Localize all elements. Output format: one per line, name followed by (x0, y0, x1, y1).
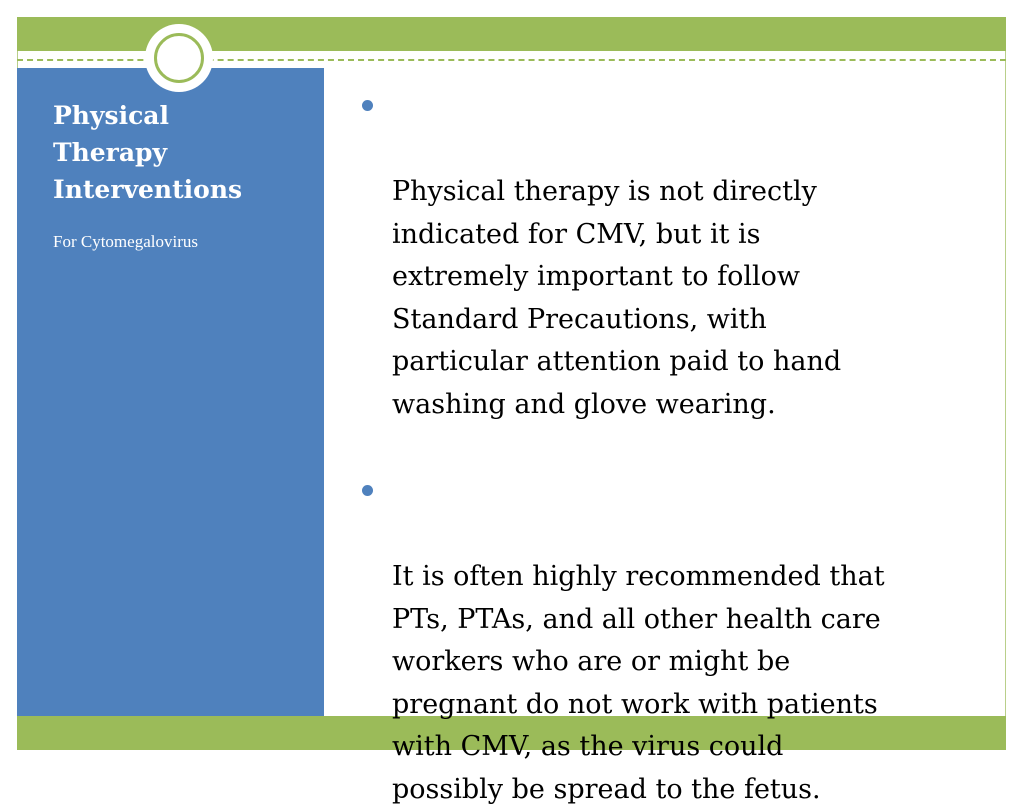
bullet-item (360, 86, 970, 426)
bullet-text: It is often highly recommended that PTs, PTAs, and all other health care workers who are or might be pregnant do not work with patients with CMV, as the virus could possibly be spread to the fetus. (392, 561, 885, 805)
bullet-dot-icon (362, 100, 373, 111)
bullet-text: Physical therapy is not directly indicated for CMV, but it is extremely important to follow Standard Precautions, with particular attention paid to hand washing and glove wearing. (392, 176, 842, 420)
bullet-dot-icon (362, 485, 373, 496)
slide-title: Physical Therapy Interventions (53, 101, 243, 204)
bullet-item (360, 471, 970, 811)
bullet-list (360, 86, 970, 811)
circle-ornament-ring-icon (154, 33, 204, 83)
slide-subtitle: For Cytomegalovirus (53, 232, 198, 251)
